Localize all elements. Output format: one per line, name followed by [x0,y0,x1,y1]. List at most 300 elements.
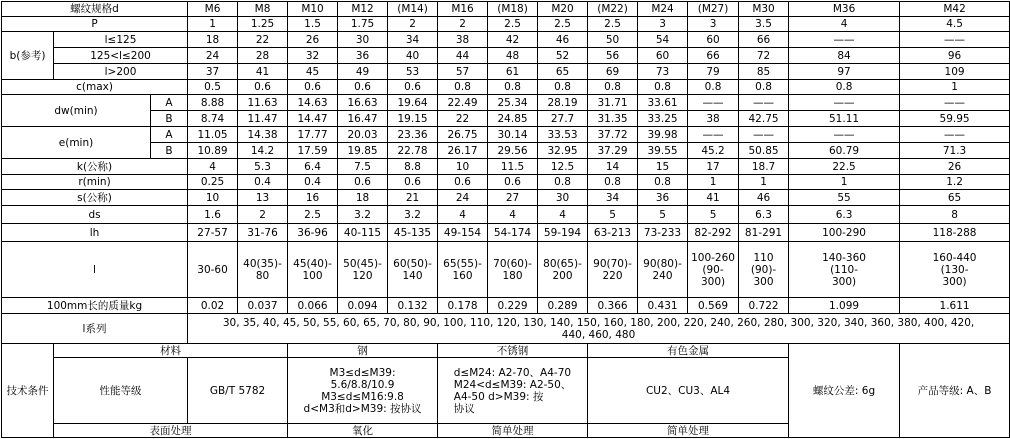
steel-label: 钢 [288,344,438,358]
value-text: 30-60 [197,263,228,276]
value-cell: 48 [488,48,538,64]
value-cell: 3.2 [338,206,388,224]
row-label: e(min) [2,127,151,159]
row-label: s(公称) [2,190,188,206]
value-cell: 60 [688,32,739,48]
value-cell: 31.71 [588,95,638,111]
value-cell: 22 [438,111,488,127]
stainless-label: 不锈钢 [438,344,588,358]
value-cell: 50 [588,32,638,48]
grade-cell: B [151,111,188,127]
value-cell: 41 [688,190,739,206]
value-text: 60(50)- 140 [393,257,432,282]
value-cell: 56 [588,48,638,64]
value-cell: 4 [488,206,538,224]
value-cell: 0.094 [338,298,388,314]
value-cell: 22 [238,32,288,48]
value-cell: 2.5 [488,17,538,32]
value-cell: 0.229 [488,298,538,314]
value-cell: 71.3 [900,143,1010,159]
value-cell: 19.15 [388,111,438,127]
value-cell: 4 [438,206,488,224]
value-cell: 26 [288,32,338,48]
value-cell: 50.85 [739,143,789,159]
bolt-spec-table [1,1,1010,438]
value-cell: 66 [688,48,739,64]
value-cell: 63-213 [588,224,638,242]
r-row [2,175,1010,190]
value-cell: 16.63 [338,95,388,111]
value-cell: 54 [638,32,688,48]
value-cell: 28 [238,48,288,64]
value-cell: 30.14 [488,127,538,143]
value-cell: 28.19 [538,95,588,111]
value-cell: 53 [388,64,438,80]
value-cell: 52 [538,48,588,64]
value-cell: 12.5 [538,159,588,175]
value-cell: 66 [739,32,789,48]
value-cell: 65 [538,64,588,80]
value-cell: 26.17 [438,143,488,159]
value-cell: 2 [438,17,488,32]
value-cell: 21 [388,190,438,206]
tech-header-row [2,344,1010,358]
grade-cell: B [151,143,188,159]
value-cell: 0.6 [238,80,288,95]
value-cell: 8 [900,206,1010,224]
value-cell: 0.431 [638,298,688,314]
value-cell: 24 [438,190,488,206]
value-cell: 4 [538,206,588,224]
value-cell: 84 [789,48,900,64]
value-cell: 14.38 [238,127,288,143]
value-cell: 1 [188,17,238,32]
value-cell: —— [900,127,1010,143]
steel-grades [288,358,438,424]
value-text: 50(45)- 120 [343,257,382,282]
size-header: M20 [538,2,588,17]
grade-cell: A [151,95,188,111]
value-cell: 6.3 [739,206,789,224]
value-cell: 85 [739,64,789,80]
value-cell: 69 [588,64,638,80]
value-cell: —— [739,127,789,143]
mass-row [2,298,1010,314]
value-cell: 0.037 [238,298,288,314]
value-cell: 30 [338,32,388,48]
value-cell: 2.5 [538,17,588,32]
value-cell: 2 [238,206,288,224]
bolt-spec-sheet [1,1,992,437]
value-cell: 0.066 [288,298,338,314]
value-cell: 17.77 [288,127,338,143]
value-cell [438,242,488,298]
value-cell: 60 [638,48,688,64]
value-cell: 18 [188,32,238,48]
b-row [2,64,1010,80]
value-text: 100-260 (90- 300) [691,251,735,288]
value-cell: 37 [188,64,238,80]
value-text: 80(65)- 200 [543,257,582,282]
value-cell: 0.8 [488,80,538,95]
value-cell: 26 [900,159,1010,175]
value-cell: 3.2 [388,206,438,224]
e-row [2,143,1010,159]
value-cell: 0.8 [588,80,638,95]
value-cell [900,242,1010,298]
value-cell: 0.5 [188,80,238,95]
steel-surface: 氧化 [288,424,438,438]
value-cell: 46 [538,32,588,48]
row-label: l [2,242,188,298]
value-cell: 54-174 [488,224,538,242]
value-cell: 5 [688,206,739,224]
value-text: 90(80)- 240 [643,257,682,282]
value-cell: 32 [288,48,338,64]
value-cell: 0.8 [638,80,688,95]
b-range: 125<l≤200 [54,48,188,64]
value-cell: 41 [238,64,288,80]
value-cell: 1.2 [900,175,1010,190]
value-cell: 7.5 [338,159,388,175]
value-cell: 5 [638,206,688,224]
value-cell: 4 [789,17,900,32]
value-cell: 2 [388,17,438,32]
value-cell: 0.6 [488,175,538,190]
value-cell: 15 [638,159,688,175]
value-cell [538,242,588,298]
value-text: 45(40)- 100 [293,257,332,282]
value-cell: 14.2 [238,143,288,159]
value-cell: 72 [739,48,789,64]
value-cell: 29.56 [488,143,538,159]
value-text: 160-440 (130- 300) [932,251,977,288]
value-cell: 97 [789,64,900,80]
value-cell: 59.95 [900,111,1010,127]
grade-cell: A [151,127,188,143]
value-cell: 36 [638,190,688,206]
value-cell: 45.2 [688,143,739,159]
value-cell: 0.8 [588,175,638,190]
value-cell: 3 [688,17,739,32]
value-cell: 0.8 [789,80,900,95]
value-cell: 34 [388,32,438,48]
value-text: 110 (90)- 300 [750,251,777,288]
value-cell: —— [688,95,739,111]
size-header: M30 [739,2,789,17]
value-cell: 59-194 [538,224,588,242]
b-range: l≤125 [54,32,188,48]
value-text: 40(35)- 80 [243,257,282,282]
size-header: (M18) [488,2,538,17]
value-cell: 8.8 [388,159,438,175]
value-cell: 33.25 [638,111,688,127]
value-cell: 11.47 [238,111,288,127]
b-row [2,48,1010,64]
value-cell: 1.099 [789,298,900,314]
value-cell: 0.4 [288,175,338,190]
k-row [2,159,1010,175]
value-cell: 31-76 [238,224,288,242]
c-row [2,80,1010,95]
value-cell: 8.88 [188,95,238,111]
size-header: M16 [438,2,488,17]
value-cell [739,242,789,298]
row-label: c(max) [2,80,188,95]
value-cell: 24 [188,48,238,64]
value-cell: 24.85 [488,111,538,127]
value-cell [488,242,538,298]
value-cell: 14.47 [288,111,338,127]
value-cell: 5.3 [238,159,288,175]
value-cell: —— [789,127,900,143]
l-series-row [2,314,1010,344]
s-row [2,190,1010,206]
value-cell: 36-96 [288,224,338,242]
tech-label: 技术条件 [2,344,54,438]
value-text: 70(60)- 180 [493,257,532,282]
value-cell: 22.49 [438,95,488,111]
size-header: (M14) [388,2,438,17]
value-cell: 19.64 [388,95,438,111]
value-cell: 0.4 [238,175,288,190]
b-range: l>200 [54,64,188,80]
value-cell: 73-233 [638,224,688,242]
value-cell: 0.178 [438,298,488,314]
value-cell: 73 [638,64,688,80]
size-header: M36 [789,2,900,17]
value-cell: 1.611 [900,298,1010,314]
value-cell: 2.5 [288,206,338,224]
value-cell: 44 [438,48,488,64]
value-cell: 27 [488,190,538,206]
value-cell: 61 [488,64,538,80]
value-cell: 79 [688,64,739,80]
value-cell: 0.6 [388,175,438,190]
value-cell: 39.55 [638,143,688,159]
value-cell [638,242,688,298]
value-cell: 14 [588,159,638,175]
size-header: (M27) [688,2,739,17]
value-cell: 27.7 [538,111,588,127]
value-cell: 0.6 [388,80,438,95]
value-cell: 22.78 [388,143,438,159]
l-series-values [188,314,1010,344]
value-cell: 18.7 [739,159,789,175]
performance-label: 性能等级 [54,358,188,424]
value-cell [338,242,388,298]
header-label: 螺纹规格d [2,2,188,17]
value-cell: 65 [900,190,1010,206]
value-cell: 36 [338,48,388,64]
pitch-row [2,17,1010,32]
row-label: ds [2,206,188,224]
size-header: M42 [900,2,1010,17]
value-cell: 11.05 [188,127,238,143]
value-cell: 1 [739,175,789,190]
nonferrous-surface: 简单处理 [588,424,789,438]
value-cell: 0.8 [739,80,789,95]
size-header: M12 [338,2,388,17]
value-cell: —— [739,95,789,111]
value-cell: 25.34 [488,95,538,111]
value-cell: 42 [488,32,538,48]
row-label: P [2,17,188,32]
value-cell: 16 [288,190,338,206]
value-cell: 6.4 [288,159,338,175]
value-cell: 34 [588,190,638,206]
value-cell: 49-154 [438,224,488,242]
value-cell: 82-292 [688,224,739,242]
value-text: 140-360 (110- 300) [822,251,866,288]
value-cell: 0.8 [688,80,739,95]
value-cell: 23.36 [388,127,438,143]
value-cell: 26.75 [438,127,488,143]
row-label: dw(min) [2,95,151,127]
value-text: 65(55)- 160 [443,257,482,282]
row-label: r(min) [2,175,188,190]
value-cell: 39.98 [638,127,688,143]
value-cell: 2.5 [588,17,638,32]
value-cell [188,242,238,298]
value-cell: 22.5 [789,159,900,175]
value-cell: 0.6 [338,80,388,95]
value-cell: 46 [739,190,789,206]
value-cell: 55 [789,190,900,206]
stainless-grades [438,358,588,424]
dw-row [2,111,1010,127]
value-cell: 18 [338,190,388,206]
value-cell [238,242,288,298]
value-cell: 51.11 [789,111,900,127]
value-cell: 4 [188,159,238,175]
value-cell: —— [688,127,739,143]
value-cell: 8.74 [188,111,238,127]
size-header: M6 [188,2,238,17]
value-cell: 10 [438,159,488,175]
value-cell: 1.25 [238,17,288,32]
value-cell: 11.63 [238,95,288,111]
value-cell [688,242,739,298]
value-cell: 0.6 [438,175,488,190]
value-cell [789,242,900,298]
lh-row [2,224,1010,242]
stainless-grades-text: d≤M24: A2-70、A4-70 M24<d≤M39: A2-50、 A4-50 d>M39: 按 协议 [453,366,572,415]
value-cell: 96 [900,48,1010,64]
stainless-surface: 简单处理 [438,424,588,438]
value-cell: 1.6 [188,206,238,224]
value-cell: 20.03 [338,127,388,143]
value-cell: 10.89 [188,143,238,159]
value-cell: 3 [638,17,688,32]
value-cell: 5 [588,206,638,224]
value-cell: —— [789,32,900,48]
value-cell: —— [900,95,1010,111]
size-header: M24 [638,2,688,17]
value-cell: 0.366 [588,298,638,314]
value-cell: 0.8 [538,80,588,95]
value-cell: 0.8 [638,175,688,190]
value-cell: 1.75 [338,17,388,32]
value-cell: 0.8 [538,175,588,190]
value-cell: 40-115 [338,224,388,242]
value-cell: 37.29 [588,143,638,159]
value-cell: 1 [789,175,900,190]
value-cell: 60.79 [789,143,900,159]
value-cell: 57 [438,64,488,80]
value-cell: 6.3 [789,206,900,224]
row-label: l系列 [2,314,188,344]
value-cell: 118-288 [900,224,1010,242]
value-cell: 45 [288,64,338,80]
value-cell: 0.25 [188,175,238,190]
row-label: lh [2,224,188,242]
material-label: 材料 [54,344,288,358]
l-series-text: 30, 35, 40, 45, 50, 55, 60, 65, 70, 80, 90, 100, 110, 120, 130, 140, 150, 160, 180, 200, 220, 240, 260, 280, 300, 320, 340, 360, 380, 400, 420, 440, 460, 480 [222,316,975,341]
value-cell: 33.53 [538,127,588,143]
value-cell: 19.85 [338,143,388,159]
value-cell: 49 [338,64,388,80]
e-row [2,127,1010,143]
value-cell: 3.5 [739,17,789,32]
value-cell: 42.75 [739,111,789,127]
value-cell: 17 [688,159,739,175]
nonferrous-label: 有色金属 [588,344,789,358]
row-label: k(公称) [2,159,188,175]
size-header: M8 [238,2,288,17]
ds-row [2,206,1010,224]
value-cell: 0.722 [739,298,789,314]
size-header: M10 [288,2,338,17]
value-cell: 33.61 [638,95,688,111]
value-cell: 13 [238,190,288,206]
value-cell: 37.72 [588,127,638,143]
thread-tolerance: 螺纹公差: 6g [789,344,900,438]
value-cell: 0.132 [388,298,438,314]
value-cell: 1 [688,175,739,190]
value-cell: 14.63 [288,95,338,111]
value-cell [288,242,338,298]
value-cell: 38 [438,32,488,48]
b-row [2,32,1010,48]
header-row [2,2,1010,17]
value-cell: —— [900,32,1010,48]
value-cell: 0.569 [688,298,739,314]
value-cell: 81-291 [739,224,789,242]
value-cell: 0.8 [438,80,488,95]
value-text: 90(70)- 220 [593,257,632,282]
value-cell: 17.59 [288,143,338,159]
value-cell: 27-57 [188,224,238,242]
value-cell [388,242,438,298]
value-cell: 1 [900,80,1010,95]
value-cell: —— [789,95,900,111]
value-cell: 10 [188,190,238,206]
product-grade: 产品等级: A、B [900,344,1010,438]
l-row [2,242,1010,298]
value-cell: 16.47 [338,111,388,127]
value-cell: 40 [388,48,438,64]
value-cell: 38 [688,111,739,127]
size-header: (M22) [588,2,638,17]
value-cell: 32.95 [538,143,588,159]
row-label: b(参考) [2,32,54,80]
value-cell: 0.6 [338,175,388,190]
dw-row [2,95,1010,111]
value-cell: 31.35 [588,111,638,127]
value-cell: 109 [900,64,1010,80]
value-cell: 45-135 [388,224,438,242]
